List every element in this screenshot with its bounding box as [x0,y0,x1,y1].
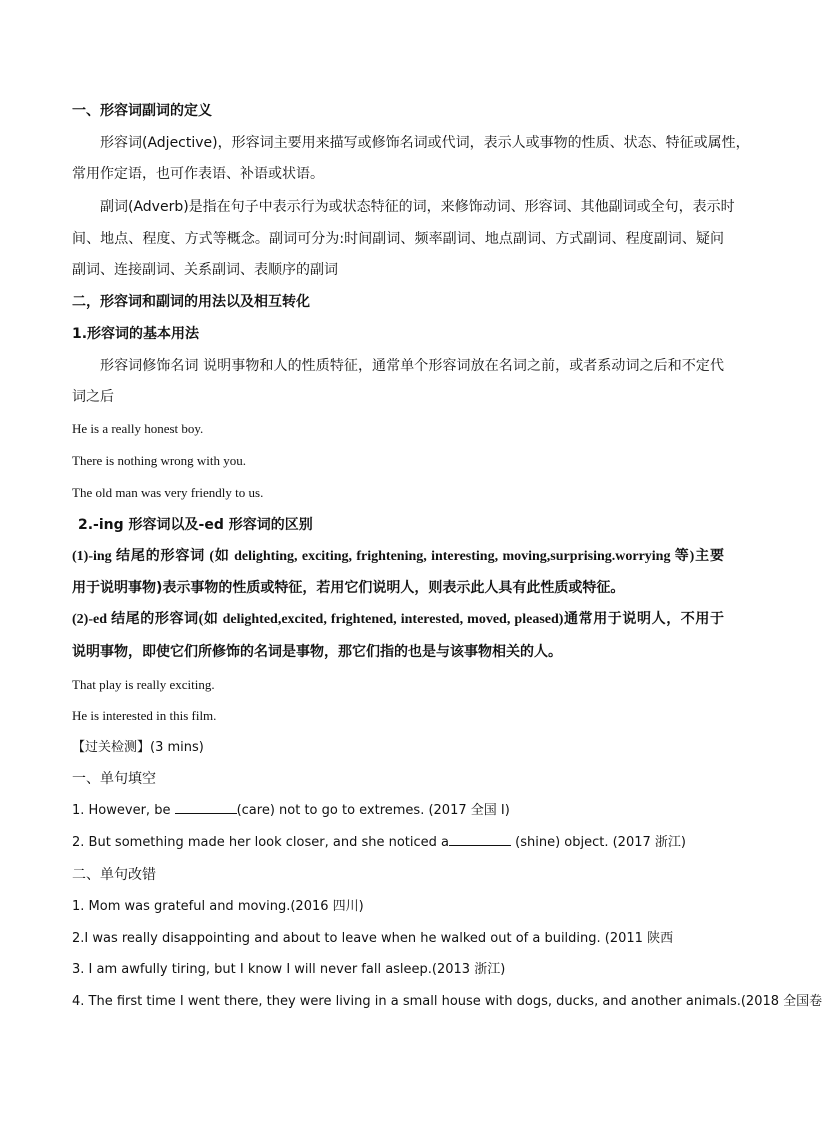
fill-blank-question-2 [72,833,724,853]
adverb-definition-line-3: 副词、连接副词、关系副词、表顺序的副词 [72,262,338,278]
example-sentence-5: He is interested in this film. [72,708,217,723]
adverb-definition-line-1: 副词(Adverb)是指在句子中表示行为或状态特征的词，来修饰动词、形容词、其他副词或全句，表示时 [100,199,735,215]
correction-sentence-3: 3. I am awfully tiring, but I know I will never fall asleep.(2013 浙江) [72,962,506,977]
ing-rule-line-1: (1)-ing 结尾的形容词 (如 delighting, exciting, frightening, interesting, moving,surprising.worrying 等)主要 [72,549,724,564]
ing-ed-heading: 2.-ing 形容词以及-ed 形容词的区别 [78,517,313,533]
ing-rule-line-2: 用于说明事物)表示事物的性质或特征，若用它们说明人，则表示此人具有此性质或特征。 [72,580,625,596]
answer-blank-2[interactable] [449,833,511,846]
ed-rule-line-2: 说明事物，即使它们所修饰的名词是事物，那它们指的也是与该事物相关的人。 [72,644,562,660]
adjective-definition-line-1: 形容词(Adjective)，形容词主要用来描写或修饰名词或代词，表示人或事物的性质、状态、特征或属性， [100,135,750,151]
example-sentence-2: There is nothing wrong with you. [72,453,247,468]
correction-sentence-1: 1. Mom was grateful and moving.(2016 四川) [72,899,364,914]
adjective-usage-line-2: 词之后 [72,389,114,405]
adverb-definition-line-2: 间、地点、程度、方式等概念。副词可分为:时间副词、频率副词、地点副词、方式副词、程度副词、疑问 [72,231,724,247]
check-section-title: 【过关检测】(3 mins) [72,740,204,755]
adjective-usage-heading: 1.形容词的基本用法 [72,326,200,342]
fill-blank-title: 一、单句填空 [72,771,156,787]
question-2-suffix: (shine) object. (2017 浙江) [511,835,686,850]
example-sentence-4: That play is really exciting. [72,677,215,692]
correction-sentence-2: 2.I was really disappointing and about to leave when he walked out of a building. (2011 陕西 [72,931,674,946]
question-2-prefix: 2. But something made her look closer, and she noticed a [72,835,450,850]
example-sentence-1: He is a really honest boy. [72,421,204,436]
adjective-definition-line-2: 常用作定语，也可作表语、补语或状语。 [72,166,324,182]
question-1-prefix: 1. However, be [72,803,175,818]
correction-sentence-4: 4. The first time I went there, they were living in a small house with dogs, ducks, and another animals.(2018 全国卷 [72,994,822,1009]
fill-blank-question-1 [72,801,724,821]
ed-rule-line-1: (2)-ed 结尾的形容词(如 delighted,excited, frightened, interested, moved, pleased)通常用于说明人，不用于 [72,612,724,627]
error-correction-title: 二、单句改错 [72,867,156,883]
answer-blank-1[interactable] [175,801,237,814]
question-1-suffix: (care) not to go to extremes. (2017 全国 I) [236,803,510,818]
section-2-title: 二，形容词和副词的用法以及相互转化 [72,294,310,310]
adjective-usage-line-1: 形容词修饰名词 说明事物和人的性质特征，通常单个形容词放在名词之前，或者系动词之后和不定代 [100,358,724,374]
example-sentence-3: The old man was very friendly to us. [72,485,264,500]
section-1-title: 一、形容词副词的定义 [72,103,212,119]
